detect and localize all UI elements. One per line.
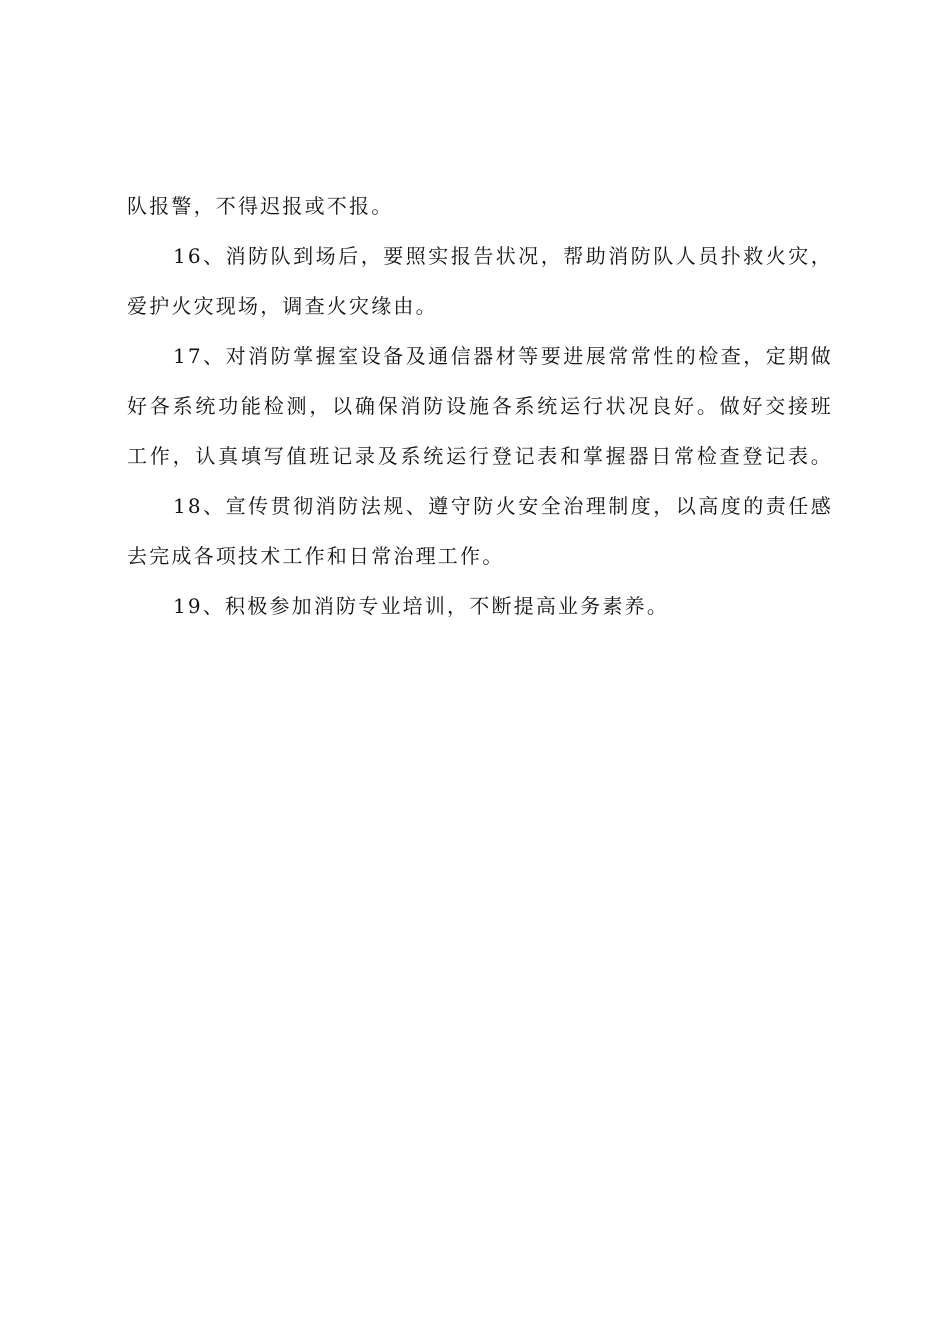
paragraph-18-line-2: 去完成各项技术工作和日常治理工作。: [127, 544, 505, 568]
paragraph-17-line-3: 工作，认真填写值班记录及系统运行登记表和掌握器日常检查登记表。: [127, 444, 833, 468]
paragraph-15-tail: 队报警，不得迟报或不报。: [127, 194, 394, 218]
paragraph-16-line-2: 爱护火灾现场，调查火灾缘由。: [127, 294, 438, 318]
paragraph-19-line-1: 19、积极参加消防专业培训，不断提高业务素养。: [173, 594, 670, 618]
paragraph-17-line-2: 好各系统功能检测，以确保消防设施各系统运行状况良好。做好交接班: [127, 394, 833, 418]
paragraph-16-line-1: 16、消防队到场后，要照实报告状况，帮助消防队人员扑救火灾，: [173, 244, 833, 268]
paragraph-17-line-1: 17、对消防掌握室设备及通信器材等要进展常常性的检查，定期做: [173, 344, 833, 368]
paragraph-18-line-1: 18、宣传贯彻消防法规、遵守防火安全治理制度，以高度的责任感: [173, 494, 833, 518]
